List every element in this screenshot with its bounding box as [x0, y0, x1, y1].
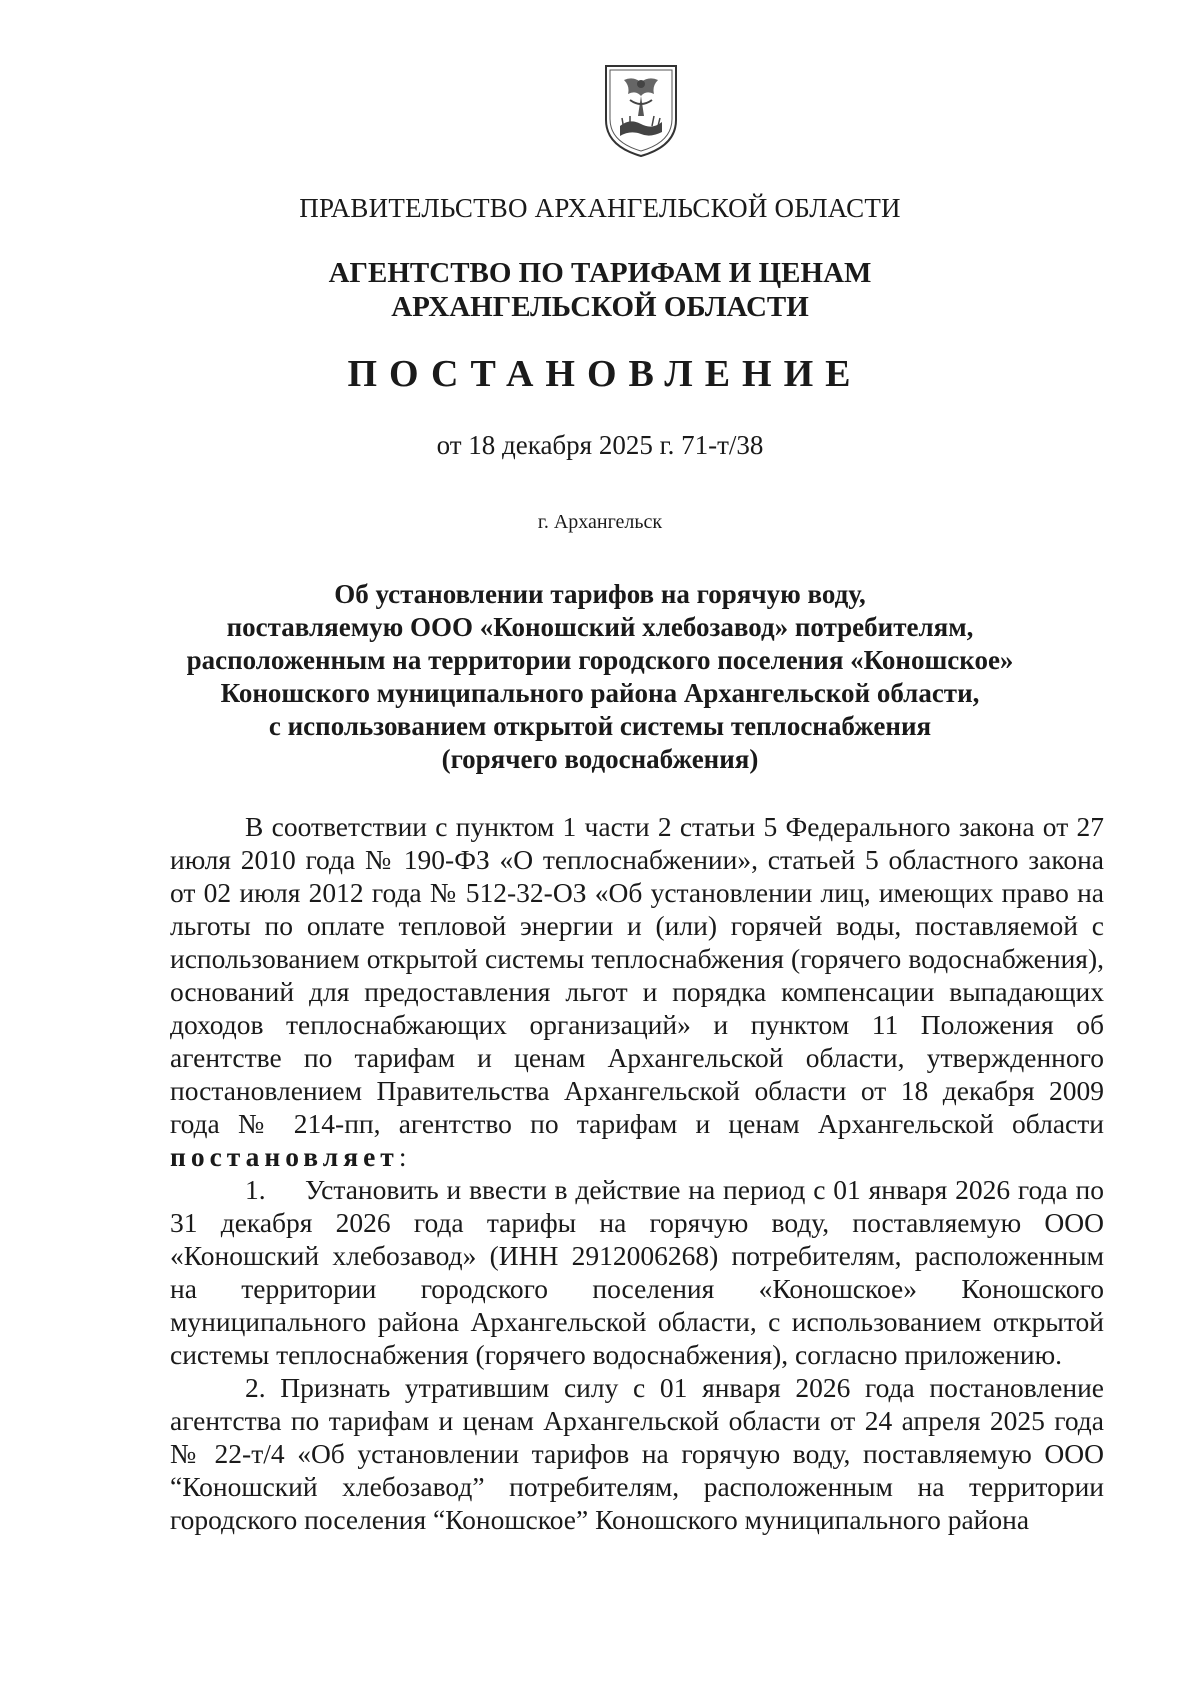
government-name: ПРАВИТЕЛЬСТВО АРХАНГЕЛЬСКОЙ ОБЛАСТИ	[299, 193, 901, 223]
document-body	[170, 810, 1104, 1536]
resolves-word: постановляет	[170, 1141, 399, 1172]
item-1-paragraph	[170, 1173, 1104, 1371]
agency-name-line-2: АРХАНГЕЛЬСКОЙ ОБЛАСТИ	[391, 291, 809, 323]
document-date-number: от 18 декабря 2025 г. 71-т/38	[436, 430, 764, 460]
title-line-6: (горячего водоснабжения)	[441, 744, 759, 774]
item-1-number: 1.	[245, 1174, 266, 1205]
item-2-text: 2. Признать утратившим силу с 01 января 2026 года постановление агентства по тарифам и ценам Архангельской области от 24 апреля 2025 года № 22-т/4 «Об установлении тарифов на горячую воду, поставляемую ООО “Коношский хлебозавод” потребителям, расположенным на территории городского поселения “Коношское” Коношского муниципального района	[170, 1372, 1104, 1535]
preamble-text: В соответствии с пунктом 1 части 2 статьи 5 Федерального закона от 27 июля 2010 года № 190-ФЗ «О теплоснабжении», статьей 5 областного закона от 02 июля 2012 года № 512-32-ОЗ «Об установлении лиц, имеющих право на льготы по оплате тепловой энергии и (или) горячей воды, поставляемой с использованием открытой системы теплоснабжения (горячего водоснабжения), оснований для предоставления льгот и порядка компенсации выпадающих доходов теплоснабжающих организаций» и пунктом 11 Положения об агентстве по тарифам и ценам Архангельской области, утвержденного постановлением Правительства Архангельской области от 18 декабря 2009 года № 214-пп, агентство по тарифам и ценам Архангельской области	[170, 811, 1104, 1139]
document-type: ПОСТАНОВЛЕНИЕ	[347, 353, 863, 395]
title-line-1: Об установлении тарифов на горячую воду,	[334, 579, 866, 609]
document-title	[0, 578, 1200, 776]
agency-name-line-1: АГЕНТСТВО ПО ТАРИФАМ И ЦЕНАМ	[328, 257, 872, 289]
agency-name	[0, 256, 1200, 324]
title-line-3: расположенным на территории городского поселения «Коношское»	[186, 645, 1014, 675]
preamble-paragraph	[170, 810, 1104, 1173]
item-1-text: Установить и ввести в действие на период с 01 января 2026 года по 31 декабря 2026 года тарифы на горячую воду, поставляемую ООО «Коношский хлебозавод» (ИНН 2912006268) потребителям, расположенным на территории городского поселения «Коношское» Коношского муниципального района Архангельской области, с использованием открытой системы теплоснабжения (горячего водоснабжения), согласно приложению.	[170, 1174, 1104, 1370]
title-line-5: с использованием открытой системы теплоснабжения	[268, 711, 932, 741]
title-line-4: Коношского муниципального района Архангельской области,	[220, 678, 980, 708]
title-line-2: поставляемую ООО «Коношский хлебозавод» потребителям,	[226, 612, 974, 642]
item-2-paragraph	[170, 1371, 1104, 1536]
coat-of-arms-icon	[600, 60, 682, 160]
resolves-colon: :	[398, 1141, 407, 1172]
document-city: г. Архангельск	[537, 511, 663, 533]
